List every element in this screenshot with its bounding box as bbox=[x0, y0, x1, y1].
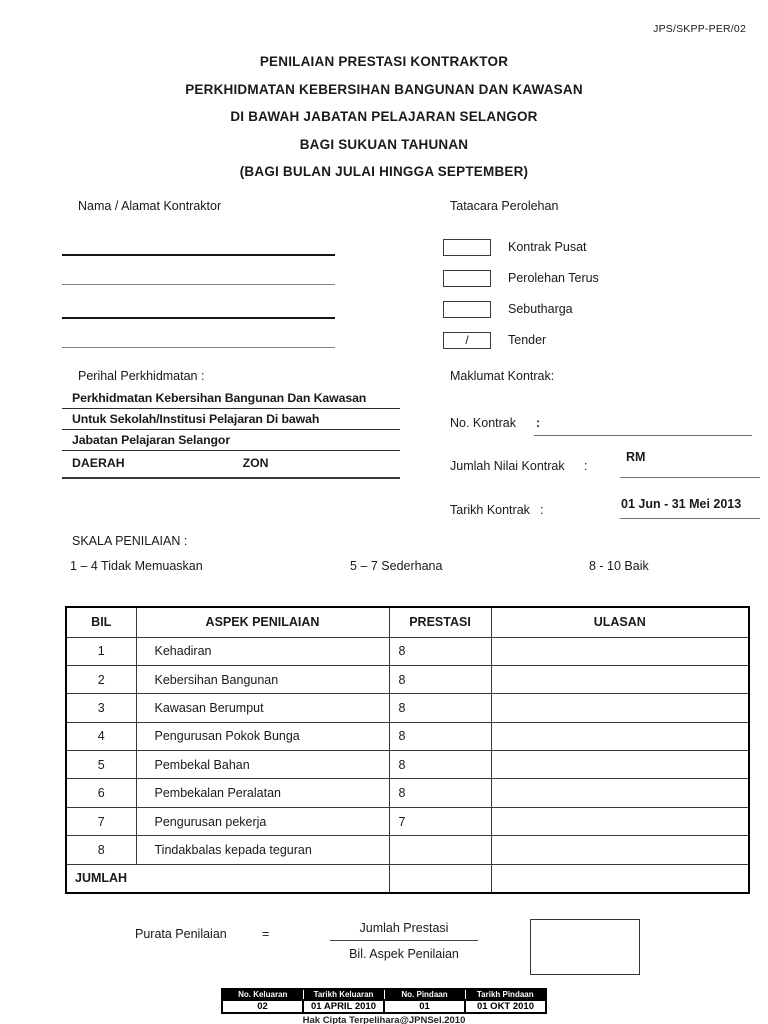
contractor-blank-line-4 bbox=[62, 347, 335, 348]
procurement-option-row bbox=[443, 238, 587, 256]
contract-value-currency: RM bbox=[626, 450, 646, 464]
row-prestasi: 8 bbox=[389, 694, 491, 722]
contractor-blank-line-1 bbox=[62, 254, 335, 256]
revision-table bbox=[221, 988, 547, 1014]
rev-value-no-keluaran: 02 bbox=[222, 1000, 303, 1013]
fraction-denominator: Bil. Aspek Penilaian bbox=[349, 947, 459, 961]
contractor-name-address-section bbox=[62, 199, 354, 213]
procurement-option-row bbox=[443, 300, 573, 318]
fraction-numerator: Jumlah Prestasi bbox=[330, 921, 478, 941]
row-bil: 6 bbox=[66, 779, 136, 807]
kontrak-pusat-label: Kontrak Pusat bbox=[508, 240, 587, 254]
procurement-option-row bbox=[443, 269, 599, 287]
form-title-line: (BAGI BULAN JULAI HINGGA SEPTEMBER) bbox=[239, 164, 529, 179]
row-prestasi: 7 bbox=[389, 807, 491, 835]
table-row bbox=[66, 836, 749, 864]
daerah-label: DAERAH bbox=[72, 456, 125, 470]
table-row bbox=[66, 751, 749, 779]
contract-number-blank-line bbox=[534, 435, 752, 436]
tender-label: Tender bbox=[508, 333, 547, 347]
row-aspek: Kehadiran bbox=[136, 637, 389, 665]
rev-value-tarikh-keluaran: 01 APRIL 2010 bbox=[303, 1000, 384, 1013]
contract-date-label: Tarikh Kontrak bbox=[450, 503, 530, 517]
table-row bbox=[66, 779, 749, 807]
contract-info-section bbox=[450, 369, 760, 529]
row-aspek: Pembekal Bahan bbox=[136, 751, 389, 779]
table-total-row bbox=[66, 864, 749, 892]
document-reference-code: JPS/SKPP-PER/02 bbox=[653, 23, 746, 35]
copyright-line: Hak Cipta Terpelihara@JPNSel.2010 bbox=[302, 1015, 466, 1024]
row-bil: 7 bbox=[66, 807, 136, 835]
rating-scale-label: SKALA PENILAIAN : bbox=[72, 534, 188, 548]
sebutharga-label: Sebutharga bbox=[508, 302, 573, 316]
col-header-ulasan: ULASAN bbox=[491, 607, 749, 637]
row-prestasi: 8 bbox=[389, 779, 491, 807]
row-ulasan bbox=[491, 694, 749, 722]
form-title-line: PENILAIAN PRESTASI KONTRAKTOR bbox=[259, 54, 509, 69]
average-rating-section bbox=[62, 916, 722, 980]
evaluation-table-header-row bbox=[66, 607, 749, 637]
procurement-method-section bbox=[443, 199, 743, 347]
perolehan-terus-label: Perolehan Terus bbox=[508, 271, 599, 285]
average-rating-label: Purata Penilaian bbox=[135, 927, 227, 941]
rating-scale-section bbox=[62, 534, 752, 580]
form-title-line: PERKHIDMATAN KEBERSIHAN BANGUNAN DAN KAWASAN bbox=[185, 81, 583, 97]
form-title-block bbox=[0, 48, 768, 186]
procurement-section-label: Tatacara Perolehan bbox=[450, 199, 559, 213]
col-header-prestasi: PRESTASI bbox=[389, 607, 491, 637]
rev-header-tarikh-pindaan: Tarikh Pindaan bbox=[465, 989, 546, 1000]
service-section-label: Perihal Perkhidmatan : bbox=[78, 369, 205, 383]
contract-value-colon: : bbox=[584, 459, 588, 473]
service-description-line: Jabatan Pelajaran Selangor bbox=[62, 433, 400, 451]
row-prestasi: 8 bbox=[389, 665, 491, 693]
row-ulasan bbox=[491, 637, 749, 665]
scale-item-moderate: 5 – 7 Sederhana bbox=[350, 559, 443, 573]
tender-checkbox-checked: / bbox=[443, 332, 491, 349]
row-bil: 2 bbox=[66, 665, 136, 693]
row-ulasan bbox=[491, 779, 749, 807]
average-result-box bbox=[530, 919, 640, 975]
contract-date-value: 01 Jun - 31 Mei 2013 bbox=[621, 497, 742, 511]
contract-section-label: Maklumat Kontrak: bbox=[450, 369, 555, 383]
contract-number-label: No. Kontrak bbox=[450, 416, 517, 430]
revision-header-row bbox=[222, 989, 546, 1000]
row-prestasi bbox=[389, 836, 491, 864]
row-prestasi: 8 bbox=[389, 637, 491, 665]
col-header-bil: BIL bbox=[66, 607, 136, 637]
daerah-zon-row bbox=[62, 454, 400, 479]
contractor-section-label: Nama / Alamat Kontraktor bbox=[78, 199, 222, 213]
evaluation-table bbox=[65, 606, 750, 894]
row-ulasan bbox=[491, 836, 749, 864]
row-bil: 4 bbox=[66, 722, 136, 750]
row-bil: 5 bbox=[66, 751, 136, 779]
contract-value-blank-line bbox=[620, 477, 760, 478]
table-row bbox=[66, 722, 749, 750]
rev-header-no-keluaran: No. Keluaran bbox=[222, 989, 303, 1000]
row-bil: 3 bbox=[66, 694, 136, 722]
service-description-line: Perkhidmatan Kebersihan Bangunan Dan Kawasan bbox=[62, 391, 400, 409]
form-title-line: DI BAWAH JABATAN PELAJARAN SELANGOR bbox=[230, 109, 538, 124]
revision-footer bbox=[0, 986, 768, 1024]
row-bil: 1 bbox=[66, 637, 136, 665]
contract-date-colon: : bbox=[540, 503, 544, 517]
row-aspek: Pengurusan Pokok Bunga bbox=[136, 722, 389, 750]
scale-item-good: 8 - 10 Baik bbox=[589, 559, 649, 573]
contract-value-label: Jumlah Nilai Kontrak bbox=[450, 459, 565, 473]
rev-header-no-pindaan: No. Pindaan bbox=[384, 989, 465, 1000]
perolehan-terus-checkbox bbox=[443, 270, 491, 287]
row-aspek: Pembekalan Peralatan bbox=[136, 779, 389, 807]
total-prestasi-cell bbox=[389, 864, 491, 892]
service-description-line: Untuk Sekolah/Institusi Pelajaran Di bawah bbox=[62, 412, 400, 430]
row-prestasi: 8 bbox=[389, 722, 491, 750]
average-formula-fraction bbox=[330, 921, 478, 961]
contract-date-blank-line bbox=[620, 518, 760, 519]
table-row bbox=[66, 665, 749, 693]
rev-value-tarikh-pindaan: 01 OKT 2010 bbox=[465, 1000, 546, 1013]
table-row bbox=[66, 807, 749, 835]
sebutharga-checkbox bbox=[443, 301, 491, 318]
contract-number-colon: : bbox=[536, 416, 541, 430]
total-row-label: JUMLAH bbox=[66, 864, 389, 892]
contractor-blank-line-2 bbox=[62, 284, 335, 285]
row-ulasan bbox=[491, 722, 749, 750]
row-aspek: Pengurusan pekerja bbox=[136, 807, 389, 835]
row-bil: 8 bbox=[66, 836, 136, 864]
revision-value-row bbox=[222, 1000, 546, 1013]
procurement-option-row bbox=[443, 331, 546, 349]
row-ulasan bbox=[491, 807, 749, 835]
rev-header-tarikh-keluaran: Tarikh Keluaran bbox=[303, 989, 384, 1000]
contractor-blank-line-3 bbox=[62, 317, 335, 319]
col-header-aspek: ASPEK PENILAIAN bbox=[136, 607, 389, 637]
service-description-section bbox=[62, 369, 400, 479]
row-ulasan bbox=[491, 665, 749, 693]
row-prestasi: 8 bbox=[389, 751, 491, 779]
kontrak-pusat-checkbox bbox=[443, 239, 491, 256]
zon-label: ZON bbox=[242, 456, 269, 470]
total-ulasan-cell bbox=[491, 864, 749, 892]
table-row bbox=[66, 637, 749, 665]
scale-item-unsatisfactory: 1 – 4 Tidak Memuaskan bbox=[70, 559, 203, 573]
row-ulasan bbox=[491, 751, 749, 779]
row-aspek: Kebersihan Bangunan bbox=[136, 665, 389, 693]
equals-sign: = bbox=[262, 927, 270, 941]
form-title-line: BAGI SUKUAN TAHUNAN bbox=[299, 136, 469, 152]
row-aspek: Kawasan Berumput bbox=[136, 694, 389, 722]
table-row bbox=[66, 694, 749, 722]
rev-value-no-pindaan: 01 bbox=[384, 1000, 465, 1013]
row-aspek: Tindakbalas kepada teguran bbox=[136, 836, 389, 864]
